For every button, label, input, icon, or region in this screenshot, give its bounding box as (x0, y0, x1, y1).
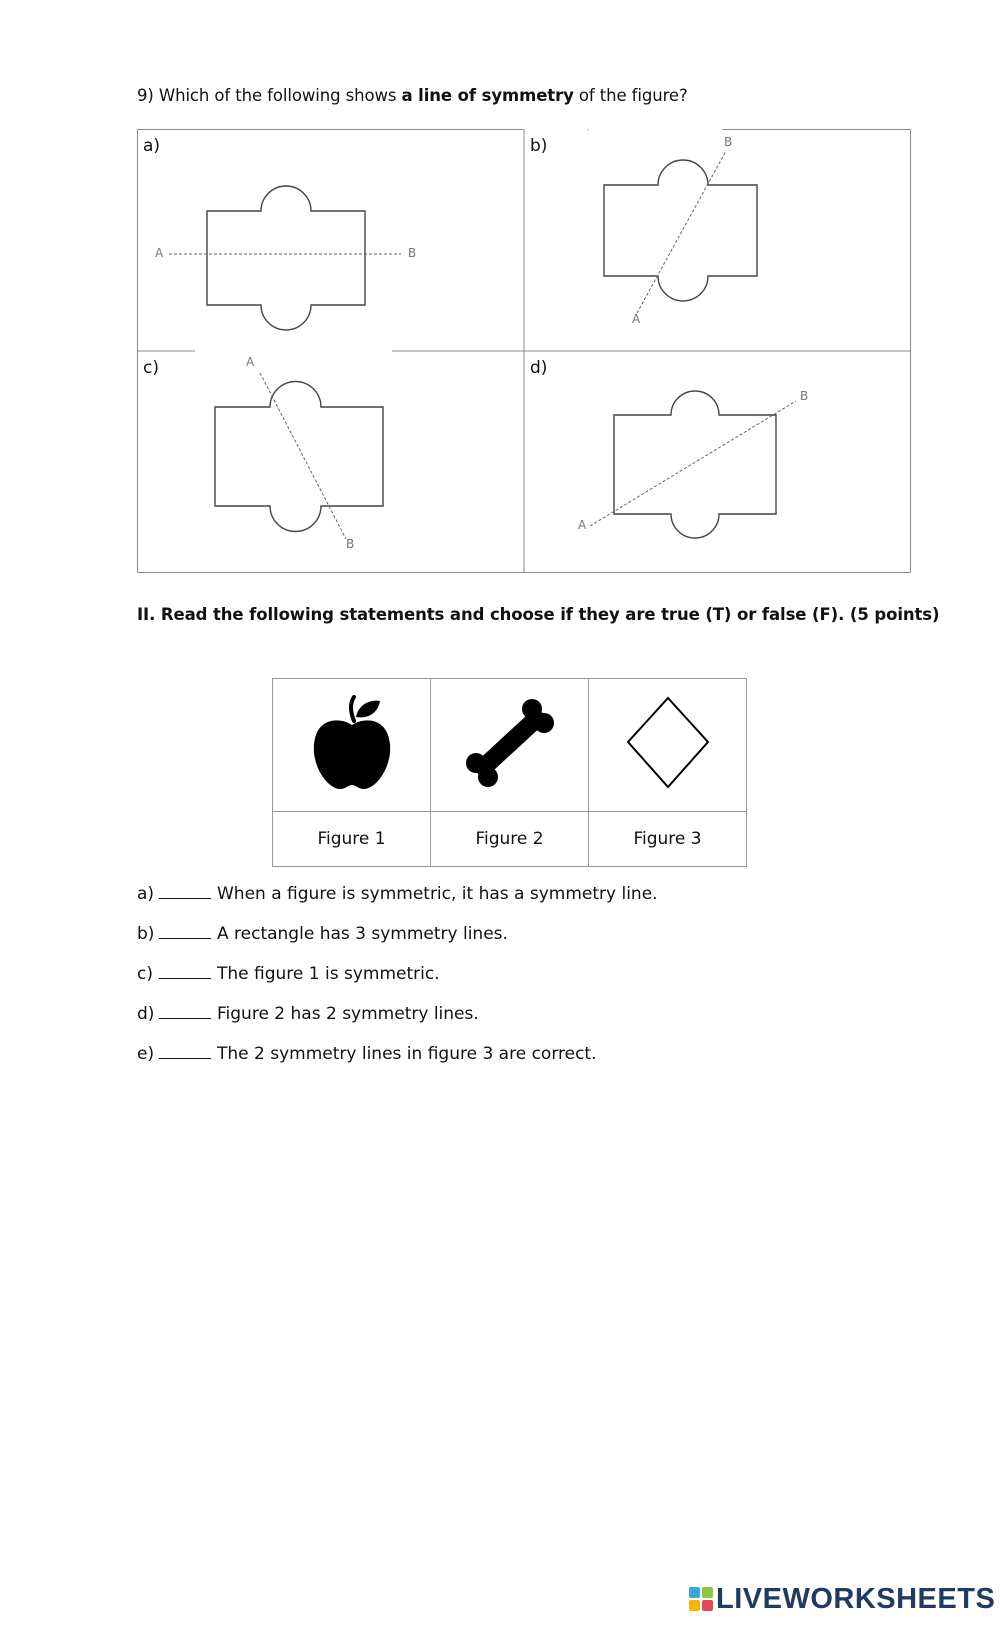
option-a[interactable] (137, 129, 524, 351)
statement-e-text: The 2 symmetry lines in figure 3 are correct. (217, 1044, 597, 1064)
option-a-figure (137, 129, 524, 351)
statement-b-text: A rectangle has 3 symmetry lines. (217, 924, 508, 944)
statement-c-text: The figure 1 is symmetric. (217, 964, 440, 984)
statement-a (137, 884, 658, 924)
statement-c-letter: c) (137, 964, 153, 984)
logo-square-3 (689, 1600, 700, 1611)
statement-d-text: Figure 2 has 2 symmetry lines. (217, 1004, 479, 1024)
option-d[interactable] (524, 351, 911, 573)
statement-e-answer-blank[interactable] (159, 1044, 211, 1059)
statements-list (137, 884, 658, 1084)
option-d-symmetry-line (590, 401, 796, 526)
apple-icon (310, 693, 394, 793)
liveworksheets-logo-icon (688, 1586, 714, 1612)
figure-1-cell (273, 679, 431, 812)
bone-icon (460, 693, 560, 793)
figure-1-caption: Figure 1 (273, 812, 431, 867)
statement-d-letter: d) (137, 1004, 155, 1024)
diamond-icon (623, 693, 713, 793)
question-9-bold-phrase: a line of symmetry (401, 86, 574, 105)
option-d-point-b: B (800, 389, 809, 403)
option-c-point-a: A (246, 355, 255, 369)
option-a-label: a) (143, 136, 161, 156)
statement-c (137, 964, 658, 1004)
option-d-point-a: A (578, 518, 587, 532)
figures-table (272, 678, 747, 867)
option-a-point-a: A (155, 246, 164, 260)
option-d-label: d) (530, 358, 548, 378)
option-b-point-b: B (724, 135, 733, 149)
question-9-prompt (137, 86, 688, 105)
option-b-figure (524, 129, 911, 351)
statement-a-text: When a figure is symmetric, it has a symmetry line. (217, 884, 658, 904)
question-9-text-end: of the figure? (573, 86, 688, 105)
liveworksheets-logo-text: LIVEWORKSHEETS (716, 1582, 996, 1615)
statement-d (137, 1004, 658, 1044)
statement-a-letter: a) (137, 884, 155, 904)
section-2-heading: II. Read the following statements and choose if they are true (T) or false (F). (5 points) (137, 605, 940, 624)
option-b[interactable] (524, 129, 911, 351)
option-c-symmetry-line (260, 373, 346, 539)
statement-b-letter: b) (137, 924, 155, 944)
logo-square-1 (689, 1587, 700, 1598)
statement-d-answer-blank[interactable] (159, 1004, 211, 1019)
figure-3-caption: Figure 3 (589, 812, 747, 867)
option-c[interactable] (137, 351, 524, 573)
option-b-point-a: A (632, 312, 641, 326)
option-b-symmetry-line (637, 151, 726, 313)
statement-a-answer-blank[interactable] (159, 884, 211, 899)
statement-c-answer-blank[interactable] (159, 964, 211, 979)
option-b-label: b) (530, 136, 548, 156)
logo-square-2 (702, 1587, 713, 1598)
figure-2-cell (431, 679, 589, 812)
option-c-label: c) (143, 358, 159, 378)
symmetry-options-grid (137, 129, 911, 573)
figure-3-cell (589, 679, 747, 812)
option-c-point-b: B (346, 537, 355, 551)
option-d-figure (524, 351, 911, 573)
statement-b (137, 924, 658, 964)
statement-e (137, 1044, 658, 1084)
figure-2-caption: Figure 2 (431, 812, 589, 867)
option-a-point-b: B (408, 246, 417, 260)
statement-e-letter: e) (137, 1044, 155, 1064)
statement-b-answer-blank[interactable] (159, 924, 211, 939)
liveworksheets-logo[interactable] (688, 1582, 995, 1616)
question-9-text-start: 9) Which of the following shows (137, 86, 402, 105)
option-c-figure (137, 351, 524, 573)
logo-square-4 (702, 1600, 713, 1611)
